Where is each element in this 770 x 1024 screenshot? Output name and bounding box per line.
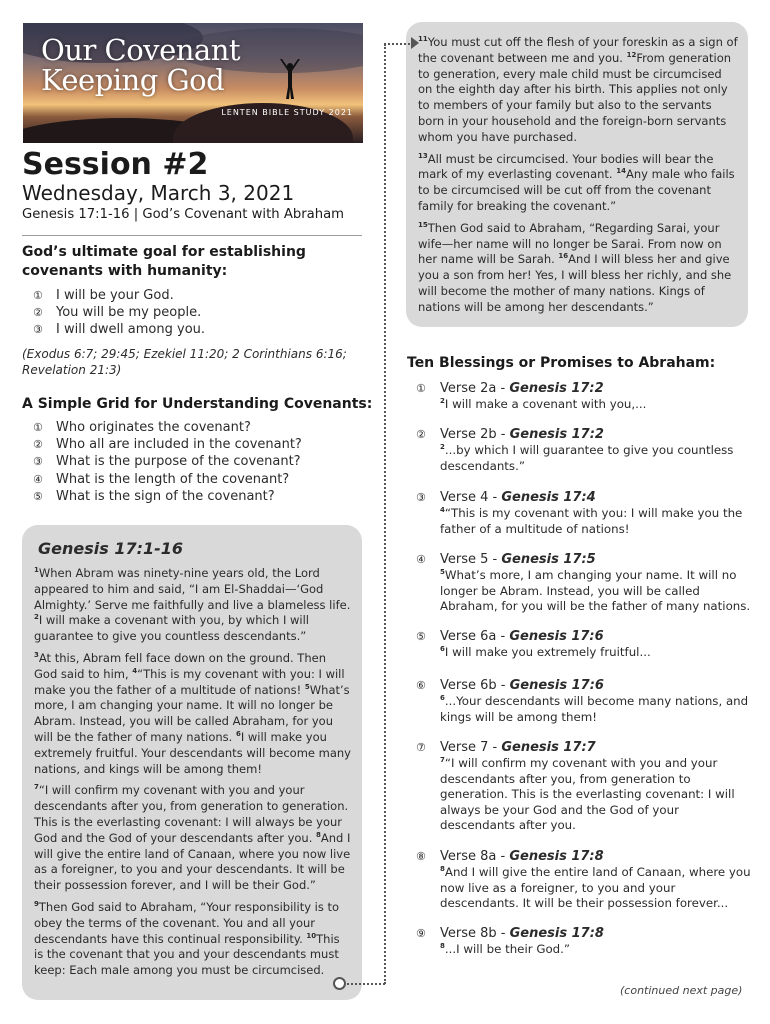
blessing-reference: Genesis 17:2	[509, 381, 604, 396]
blessing-item	[416, 628, 756, 661]
number-icon: ⑤	[416, 630, 426, 643]
verse-text: I will make a covenant with you, by which I will guarantee to give you countless descendants.”	[34, 613, 309, 644]
blessing-verse-label	[440, 380, 604, 397]
scripture-paragraphs	[34, 566, 352, 979]
blessing-text	[440, 645, 756, 661]
list-item	[33, 287, 205, 304]
verse-number: 2	[440, 397, 445, 406]
blessing-verse: Verse 2a -	[440, 381, 510, 396]
blessing-verse-heading	[416, 551, 756, 568]
number-icon: ②	[33, 306, 43, 320]
verse-number: 11	[418, 35, 428, 44]
blessing-reference: Genesis 17:2	[509, 427, 604, 442]
blessing-verse: Verse 6a -	[440, 629, 510, 644]
grid-heading: A Simple Grid for Understanding Covenants:	[22, 396, 373, 412]
blessing-quote: And I will give the entire land of Canaan, where you now live as a foreigner, to you and your descendants. It will be their possession forever...	[440, 865, 751, 910]
verse-number: 7	[34, 783, 39, 792]
blessing-text	[440, 865, 756, 912]
list-item-text: I will dwell among you.	[56, 322, 206, 338]
list-item-text: Who all are included in the covenant?	[56, 437, 302, 453]
verse-text: You must cut off the flesh of your foreskin as a sign of the covenant between me and you.	[418, 35, 738, 65]
verse-number: 8	[316, 830, 321, 839]
verse-text: And I will give the entire land of Canaan, where you now live as a foreigner, to you and your descendants. It will be their possession forever, and I will be their God.”	[34, 830, 351, 893]
connector-line-bottom	[347, 983, 385, 985]
scripture-box-left	[22, 525, 362, 1000]
verse-number: 5	[440, 568, 445, 577]
blessing-verse: Verse 7 -	[440, 740, 502, 755]
verse-number: 6	[440, 645, 445, 654]
scripture-paragraph	[418, 221, 738, 316]
verse-text: “This is my covenant with you: I will make you the father of a multitude of nations!	[34, 666, 345, 697]
session-date: Wednesday, March 3, 2021	[22, 181, 295, 205]
blessing-text	[440, 942, 756, 958]
verse-number: 6	[440, 694, 445, 703]
blessing-quote: I will make you extremely fruitful...	[444, 645, 651, 659]
verse-number: 12	[626, 50, 637, 59]
verse-text: Then God said to Abraham, “Your responsibility is to obey the terms of the covenant. You and all your descendants have this continual responsibility.	[34, 899, 340, 946]
blessing-reference: Genesis 17:6	[509, 678, 604, 693]
verse-text: I will make you extremely fruitful. Your descendants will become many nations, and kings will be among them!	[34, 729, 351, 776]
number-icon: ⑧	[416, 850, 426, 863]
blessing-item	[416, 677, 756, 725]
number-icon: ④	[33, 472, 43, 486]
verse-number: 8	[440, 865, 445, 874]
blessing-quote: “I will confirm my covenant with you and your descendants after you, from generation to generation. This is the everlasting covenant: I will always be your God and the God of your descendants after you.	[440, 756, 735, 832]
number-icon: ③	[416, 491, 426, 504]
blessing-item	[416, 551, 756, 615]
verse-number: 3	[34, 651, 39, 660]
verse-text: What’s more, I am changing your name. It will no longer be Abram. Instead, you will be called Abraham, for you will be the father of many nations.	[34, 682, 350, 744]
verse-text: From generation to generation, every male child must be circumcised on the eighth day after his birth. This applies not only to members of your family but also to the servants born in your household and the foreign-born servants whom you have purchased.	[418, 50, 732, 144]
blessing-verse-heading	[416, 925, 756, 942]
verse-number: 8	[440, 942, 445, 951]
blessing-text	[440, 397, 756, 413]
session-reference: Genesis 17:1-16 | God’s Covenant with Abraham	[22, 207, 344, 222]
scripture-paragraphs-continued	[418, 35, 738, 316]
divider	[22, 235, 362, 236]
verse-text: When Abram was ninety-nine years old, the Lord appeared to him and said, “I am El-Shaddai—‘God Almighty.’ Serve me faithfully and live a blameless life.	[34, 566, 351, 612]
grid-list	[33, 419, 302, 505]
blessing-verse-label	[440, 628, 604, 645]
blessing-reference: Genesis 17:5	[501, 552, 596, 567]
verse-text: This is the covenant that you and your descendants must keep: Each male among you must be circumcised.	[34, 931, 340, 978]
list-item	[33, 321, 205, 338]
blessing-item	[416, 380, 756, 413]
blessing-verse: Verse 8a -	[440, 849, 510, 864]
verse-text: Then God said to Abraham, “Regarding Sarai, your wife—her name will no longer be Sarai. From now on her name will be Sarah.	[418, 220, 722, 267]
goal-citation: (Exodus 6:7; 29:45; Ezekiel 11:20; 2 Corinthians 6:16; Revelation 21:3)	[22, 347, 347, 377]
blessing-item	[416, 925, 756, 958]
blessing-verse-heading	[416, 489, 756, 506]
scripture-paragraph	[34, 900, 352, 979]
blessing-text	[440, 506, 756, 537]
arrow-right-icon	[411, 37, 419, 49]
list-item-text: Who originates the covenant?	[56, 420, 251, 435]
number-icon: ⑦	[416, 741, 426, 754]
blessing-item	[416, 426, 756, 474]
blessing-reference: Genesis 17:8	[509, 849, 604, 864]
blessing-verse-label	[440, 489, 596, 506]
list-item	[33, 488, 302, 505]
verse-text: And I will bless her and give you a son from her! Yes, I will bless her richly, and she will become the mother of many nations. Kings of nations will be among her descendants.”	[418, 252, 732, 314]
blessing-verse-label	[440, 925, 604, 942]
list-item	[33, 436, 302, 453]
blessing-verse: Verse 8b -	[440, 926, 510, 941]
blessing-text	[440, 756, 756, 834]
blessing-text	[440, 443, 756, 474]
blessing-verse-label	[440, 739, 596, 756]
number-icon: ②	[416, 428, 426, 441]
verse-number: 7	[440, 756, 445, 765]
verse-number: 1	[34, 566, 39, 575]
blessing-text	[440, 694, 756, 725]
number-icon: ①	[33, 421, 43, 434]
scripture-paragraph	[34, 651, 352, 777]
blessing-verse-label	[440, 848, 604, 865]
blessing-verse-heading	[416, 380, 756, 397]
scripture-paragraph	[34, 783, 352, 894]
verse-text: All must be circumcised. Your bodies will bear the mark of my everlasting covenant.	[418, 151, 714, 182]
list-item-text: You will be my people.	[56, 305, 202, 321]
blessing-reference: Genesis 17:7	[501, 740, 596, 755]
list-item	[33, 304, 205, 321]
verse-number: 16	[558, 252, 569, 261]
scripture-title: Genesis 17:1-16	[38, 539, 184, 558]
verse-number: 2	[34, 613, 39, 622]
verse-number: 10	[306, 931, 317, 940]
list-item-text: What is the sign of the covenant?	[56, 488, 275, 504]
verse-number: 6	[235, 730, 241, 739]
scripture-paragraph	[418, 35, 738, 146]
blessing-verse-heading	[416, 677, 756, 694]
verse-number: 13	[418, 151, 428, 160]
banner-title: Our Covenant Keeping God	[41, 33, 241, 97]
verse-text: At this, Abram fell face down on the ground. Then God said to him,	[34, 650, 326, 681]
connector-line-top	[384, 43, 410, 45]
verse-text: Any male who fails to be circumcised will be cut off from the covenant family for breaking the covenant.”	[418, 167, 735, 213]
blessing-quote: I will make a covenant with you,...	[444, 397, 647, 411]
blessing-verse-label	[440, 426, 604, 443]
blessing-item	[416, 739, 756, 834]
blessing-verse-label	[440, 677, 604, 694]
number-icon: ①	[33, 289, 43, 302]
blessing-verse: Verse 5 -	[440, 552, 502, 567]
number-icon: ③	[33, 323, 43, 337]
verse-number: 15	[418, 220, 428, 229]
blessing-reference: Genesis 17:8	[509, 926, 604, 941]
number-icon: ④	[416, 553, 426, 566]
blessing-item	[416, 848, 756, 912]
number-icon: ⑤	[33, 489, 43, 503]
blessing-reference: Genesis 17:4	[501, 490, 596, 505]
goal-heading: God’s ultimate goal for establishing covenants with humanity:	[22, 244, 306, 279]
verse-number: 5	[304, 682, 310, 691]
list-item-text: I will be your God.	[56, 288, 174, 303]
verse-text: “I will confirm my covenant with you and your descendants after you, from generation to generation. This is the everlasting covenant: I will always be your God and the God of your descendants after you.	[34, 783, 349, 845]
blessing-verse: Verse 2b -	[440, 427, 510, 442]
banner-subtitle: LENTEN BIBLE STUDY 2021	[221, 108, 353, 117]
blessing-verse-heading	[416, 426, 756, 443]
list-item	[33, 419, 302, 436]
number-icon: ①	[416, 382, 426, 395]
blessing-verse-heading	[416, 628, 756, 645]
number-icon: ⑨	[416, 927, 426, 940]
blessing-quote: What’s more, I am changing your name. It will no longer be Abram. Instead, you will be called Abraham, for you will be the father of many nations.	[440, 568, 751, 613]
list-item	[33, 471, 302, 488]
verse-number: 2	[440, 443, 445, 452]
blessing-quote: ...I will be their God.”	[444, 942, 571, 956]
continued-note: (continued next page)	[620, 984, 743, 997]
verse-number: 4	[440, 506, 445, 515]
scripture-paragraph	[418, 152, 738, 215]
blessing-verse-label	[440, 551, 596, 568]
scripture-box-right	[406, 22, 748, 327]
blessing-verse-heading	[416, 739, 756, 756]
list-item-text: What is the purpose of the covenant?	[56, 454, 301, 470]
verse-number: 9	[34, 900, 39, 909]
verse-number: 4	[132, 666, 138, 675]
goal-list	[33, 287, 205, 339]
scripture-paragraph	[34, 566, 352, 645]
blessing-verse: Verse 6b -	[440, 678, 510, 693]
connector-line	[384, 44, 386, 984]
number-icon: ⑥	[416, 679, 426, 692]
number-icon: ②	[33, 438, 43, 452]
list-item	[33, 453, 302, 470]
blessing-quote: “This is my covenant with you: I will make you the father of a multitude of nations!	[440, 506, 743, 536]
number-icon: ③	[33, 455, 43, 469]
blessing-reference: Genesis 17:6	[509, 629, 604, 644]
blessing-verse-heading	[416, 848, 756, 865]
blessing-quote: ...Your descendants will become many nations, and kings will be among them!	[440, 694, 749, 724]
session-title: Session #2	[22, 147, 209, 182]
list-item-text: What is the length of the covenant?	[56, 471, 290, 487]
blessing-item	[416, 489, 756, 537]
verse-number: 14	[616, 167, 626, 176]
blessings-heading: Ten Blessings or Promises to Abraham:	[407, 355, 716, 371]
circle-icon	[333, 977, 346, 990]
blessing-verse: Verse 4 -	[440, 490, 502, 505]
header-banner	[23, 23, 363, 143]
raised-arms-figure-icon	[278, 59, 302, 99]
blessing-text	[440, 568, 756, 615]
blessing-quote: ...by which I will guarantee to give you countless descendants.”	[440, 443, 734, 473]
